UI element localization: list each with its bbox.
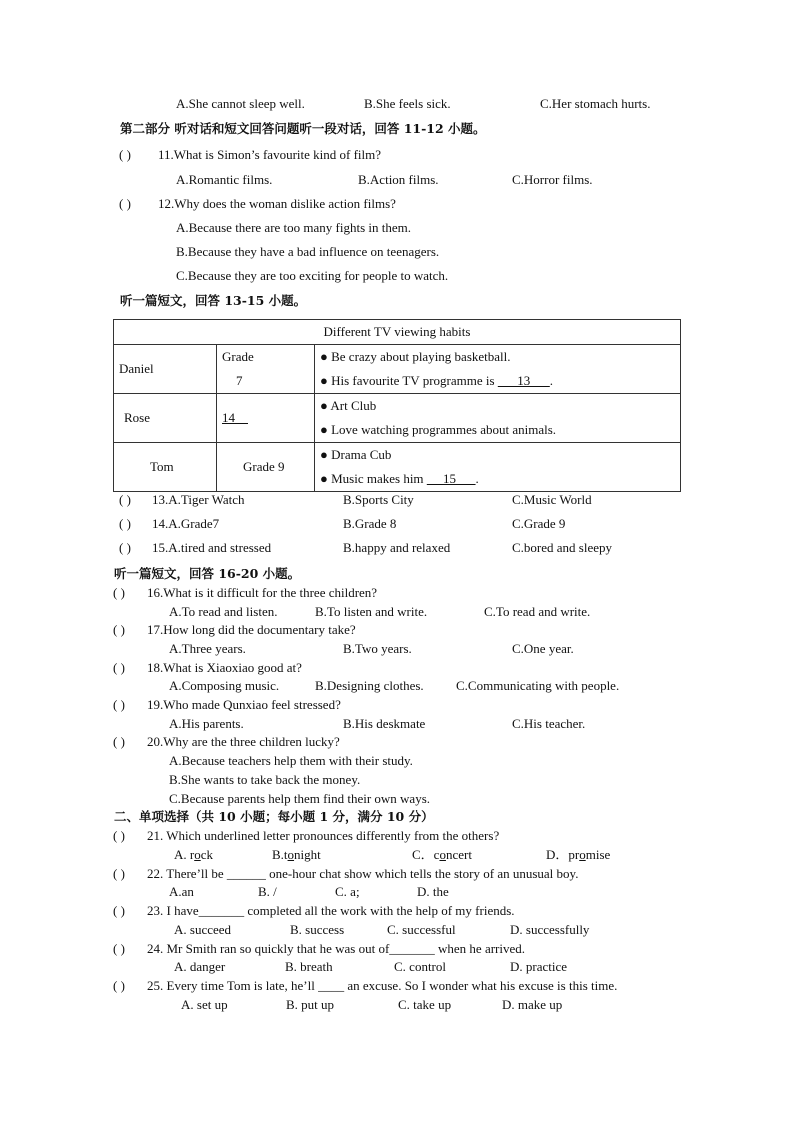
- q21-answer-blank[interactable]: ( ): [113, 828, 125, 843]
- grade-line-1: Grade: [222, 349, 254, 364]
- q10-option-b: B.She feels sick.: [364, 96, 451, 111]
- q23-option-b: B. success: [290, 922, 345, 937]
- q22-option-b: B. /: [258, 884, 277, 899]
- section2-heading: 二、单项选择（共 10 小题；每小题 1 分，满分 10 分）: [114, 809, 434, 824]
- q14-option-b: B.Grade 8: [343, 516, 397, 531]
- table-title: Different TV viewing habits: [114, 320, 681, 345]
- q11-option-a: A.Romantic films.: [176, 172, 273, 187]
- q16-stem: 16.What is it difficult for the three children?: [147, 585, 378, 600]
- q11-option-b: B.Action films.: [358, 172, 439, 187]
- q25-stem: 25. Every time Tom is late, he’ll ____ an excuse. So I wonder what his excuse is this time.: [147, 978, 618, 993]
- passage1-heading: 听一篇短文，回答 13-15 小题。: [120, 293, 307, 308]
- row-name: Rose: [114, 394, 217, 443]
- row-grade: [217, 394, 315, 443]
- row-grade: Grade 9: [217, 443, 315, 492]
- q19-option-b: B.His deskmate: [343, 716, 426, 731]
- q12-option-b: B.Because they have a bad influence on teenagers.: [176, 244, 440, 259]
- part2-heading: 第二部分 听对话和短文回答问题听一段对话，回答 11-12 小题。: [120, 121, 486, 136]
- q11-stem: 11.What is Simon’s favourite kind of film?: [158, 147, 382, 162]
- table-row: [114, 443, 681, 492]
- q21-option-b: B.tonight: [272, 847, 321, 862]
- grade-line-2: 7: [236, 373, 243, 388]
- q19-stem: 19.Who made Qunxiao feel stressed?: [147, 697, 341, 712]
- q21-stem: 21. Which underlined letter pronounces differently from the others?: [147, 828, 500, 843]
- info-line-1: ● Be crazy about playing basketball.: [320, 349, 511, 364]
- q15-option-c: C.bored and sleepy: [512, 540, 613, 555]
- q22-option-d: D. the: [417, 884, 449, 899]
- q19-option-c: C.His teacher.: [512, 716, 586, 731]
- q12-stem: 12.Why does the woman dislike action films?: [158, 196, 396, 211]
- q13-option-b: B.Sports City: [343, 492, 414, 507]
- q19-answer-blank[interactable]: ( ): [113, 697, 125, 712]
- q20-option-a: A.Because teachers help them with their study.: [169, 753, 413, 768]
- q21-option-d: D．promise: [546, 847, 611, 862]
- q18-option-a: A.Composing music.: [169, 678, 280, 693]
- info-line-2: ● His favourite TV programme is 13 .: [320, 373, 554, 388]
- info-line-2: ● Music makes him 15 .: [320, 471, 479, 486]
- q23-option-c: C. successful: [387, 922, 456, 937]
- q25-option-d: D. make up: [502, 997, 563, 1012]
- q22-option-a: A.an: [169, 884, 194, 899]
- q14-stem: 14.A.Grade7: [152, 516, 220, 531]
- q17-answer-blank[interactable]: ( ): [113, 622, 125, 637]
- row-info: [315, 394, 681, 443]
- q21-option-c: C．concert: [412, 847, 472, 862]
- q24-stem: 24. Mr Smith ran so quickly that he was out of_______ when he arrived.: [147, 941, 526, 956]
- q23-option-a: A. succeed: [174, 922, 232, 937]
- q13-option-c: C.Music World: [512, 492, 592, 507]
- q16-answer-blank[interactable]: ( ): [113, 585, 125, 600]
- q12-option-a: A.Because there are too many fights in them.: [176, 220, 412, 235]
- info-line-1: ● Art Club: [320, 398, 377, 413]
- q20-option-b: B.She wants to take back the money.: [169, 772, 361, 787]
- q25-option-a: A. set up: [181, 997, 228, 1012]
- q24-option-d: D. practice: [510, 959, 568, 974]
- q16-option-b: B.To listen and write.: [315, 604, 428, 619]
- q25-option-b: B. put up: [286, 997, 335, 1012]
- passage2-heading: 听一篇短文，回答 16-20 小题。: [114, 566, 301, 581]
- row-info: [315, 443, 681, 492]
- q11-option-c: C.Horror films.: [512, 172, 593, 187]
- q24-answer-blank[interactable]: ( ): [113, 941, 125, 956]
- q22-stem: 22. There’ll be ______ one-hour chat show which tells the story of an unusual boy.: [147, 866, 579, 881]
- q23-answer-blank[interactable]: ( ): [113, 903, 125, 918]
- q20-answer-blank[interactable]: ( ): [113, 734, 125, 749]
- info-line-1: ● Drama Cub: [320, 447, 392, 462]
- blank-15[interactable]: 15: [426, 471, 476, 486]
- row-info: [315, 345, 681, 394]
- q17-option-a: A.Three years.: [169, 641, 246, 656]
- q20-stem: 20.Why are the three children lucky?: [147, 734, 340, 749]
- q14-option-c: C.Grade 9: [512, 516, 566, 531]
- q18-stem: 18.What is Xiaoxiao good at?: [147, 660, 302, 675]
- blank-14[interactable]: 14: [222, 410, 248, 425]
- q18-option-c: C.Communicating with people.: [456, 678, 620, 693]
- q22-option-c: C. a;: [335, 884, 360, 899]
- q23-option-d: D. successfully: [510, 922, 590, 937]
- q16-option-c: C.To read and write.: [484, 604, 591, 619]
- q20-option-c: C.Because parents help them find their own ways.: [169, 791, 431, 806]
- row-name: Tom: [114, 443, 217, 492]
- q15-stem: 15.A.tired and stressed: [152, 540, 272, 555]
- q22-answer-blank[interactable]: ( ): [113, 866, 125, 881]
- q15-option-b: B.happy and relaxed: [343, 540, 451, 555]
- q24-option-c: C. control: [394, 959, 446, 974]
- q16-option-a: A.To read and listen.: [169, 604, 278, 619]
- row-grade: [217, 345, 315, 394]
- q18-answer-blank[interactable]: ( ): [113, 660, 125, 675]
- q24-option-b: B. breath: [285, 959, 333, 974]
- q24-option-a: A. danger: [174, 959, 226, 974]
- q11-answer-blank[interactable]: ( ): [119, 147, 131, 162]
- q10-option-c: C.Her stomach hurts.: [540, 96, 651, 111]
- q12-option-c: C.Because they are too exciting for people to watch.: [176, 268, 449, 283]
- tv-habits-table: [113, 319, 681, 492]
- q18-option-b: B.Designing clothes.: [315, 678, 424, 693]
- q13-stem: 13.A.Tiger Watch: [152, 492, 245, 507]
- blank-13[interactable]: 13: [497, 373, 550, 388]
- table-row: [114, 394, 681, 443]
- q17-option-b: B.Two years.: [343, 641, 412, 656]
- q21-option-a: A. rock: [174, 847, 213, 862]
- q17-option-c: C.One year.: [512, 641, 574, 656]
- q17-stem: 17.How long did the documentary take?: [147, 622, 356, 637]
- q10-option-a: A.She cannot sleep well.: [176, 96, 305, 111]
- q15-answer-blank[interactable]: ( ): [119, 540, 131, 555]
- row-name: Daniel: [114, 345, 217, 394]
- q23-stem: 23. I have_______ completed all the work with the help of my friends.: [147, 903, 515, 918]
- q12-answer-blank[interactable]: ( ): [119, 196, 131, 211]
- info-line-2: ● Love watching programmes about animals.: [320, 422, 557, 437]
- q25-answer-blank[interactable]: ( ): [113, 978, 125, 993]
- table-row: [114, 345, 681, 394]
- q25-option-c: C. take up: [398, 997, 452, 1012]
- q13-answer-blank[interactable]: ( ): [119, 492, 131, 507]
- q14-answer-blank[interactable]: ( ): [119, 516, 131, 531]
- q19-option-a: A.His parents.: [169, 716, 244, 731]
